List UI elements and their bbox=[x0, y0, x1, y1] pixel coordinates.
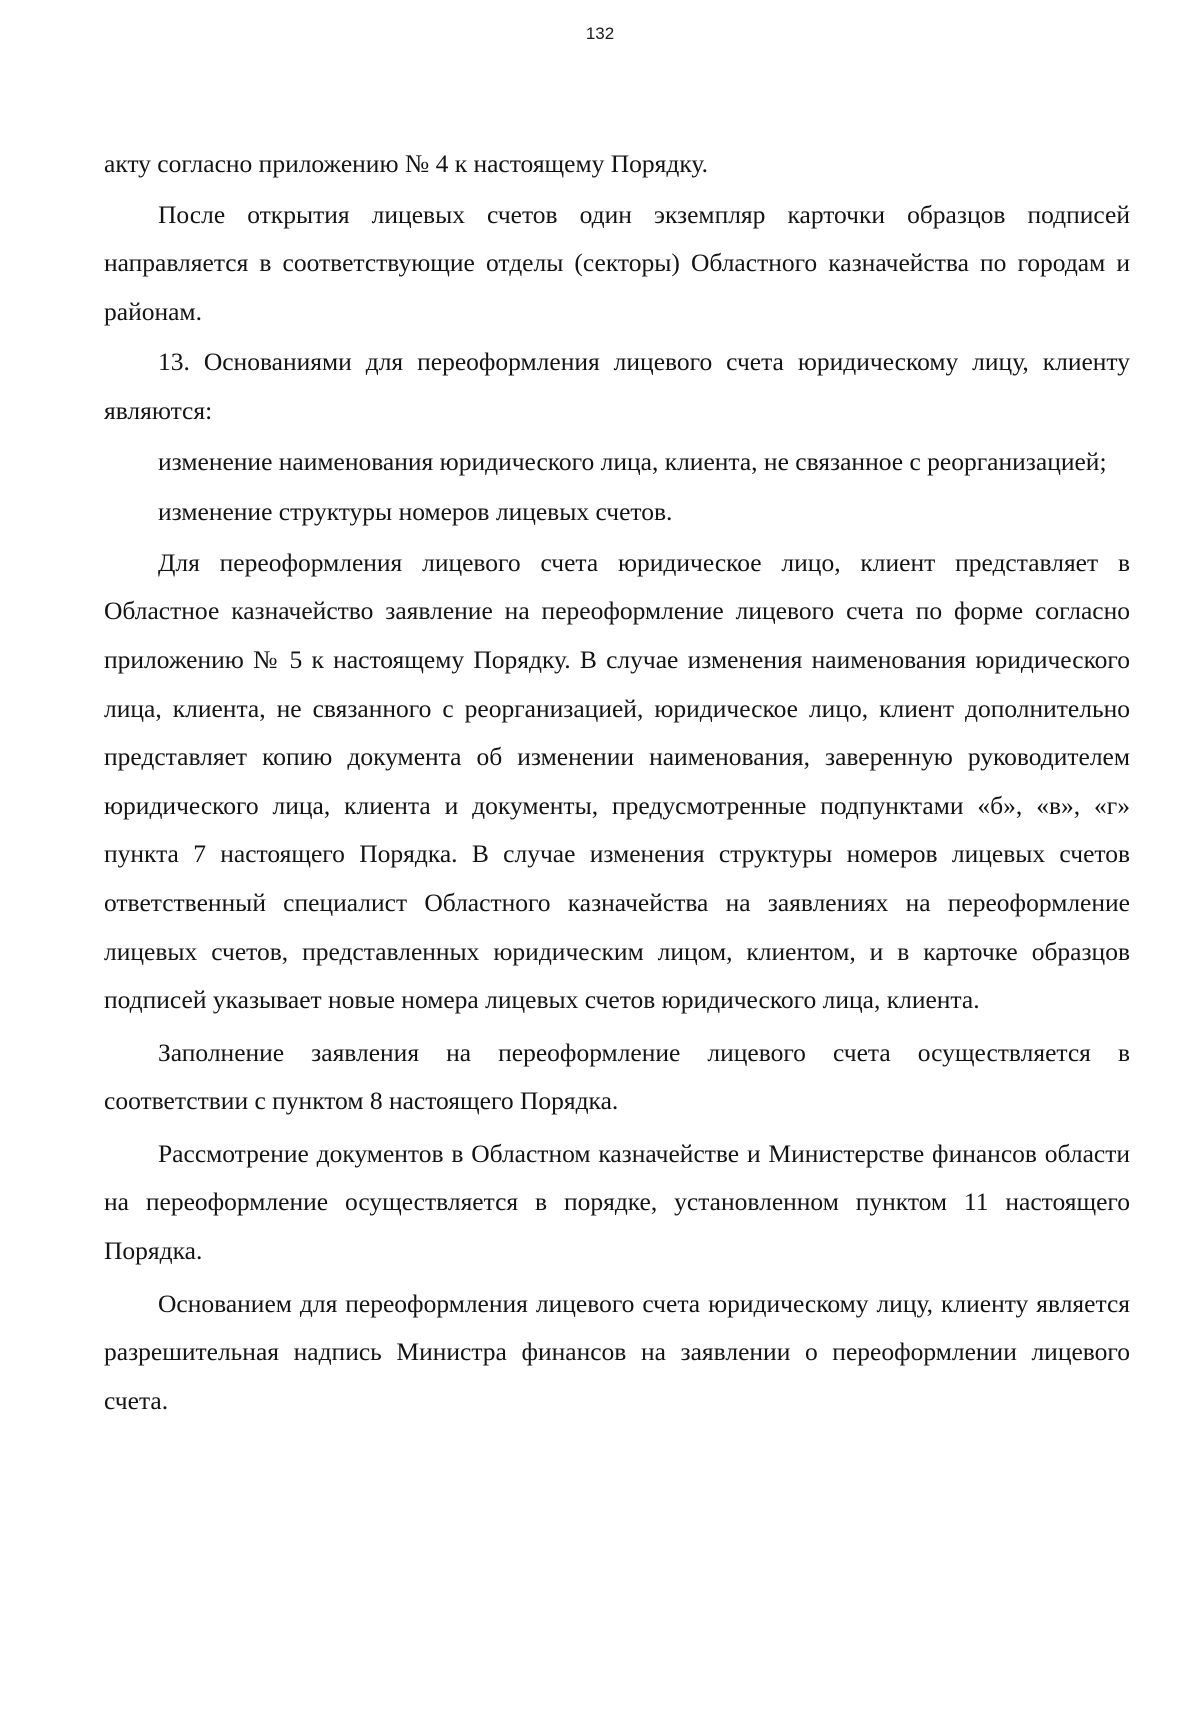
paragraph-item-13: 13. Основаниями для переоформления лицевого счета юридическому лицу, клиенту являются: bbox=[104, 347, 1130, 425]
document-body bbox=[104, 140, 1130, 1425]
list-item-name-change: изменение наименования юридического лица, клиента, не связанное с реорганизацией; bbox=[158, 446, 1107, 476]
paragraph-signature-cards: После открытия лицевых счетов один экземпляр карточки образцов подписей направляется в соответствующие отделы (секторы) Областного казначейства по городам и районам. bbox=[104, 199, 1130, 326]
paragraph-document-review: Рассмотрение документов в Областном казначействе и Министерстве финансов области на переоформление осуществляется в порядке, установленном пунктом 11 настоящего Порядка. bbox=[104, 1138, 1130, 1266]
paragraph-reissue-procedure: Для переоформления лицевого счета юридическое лицо, клиент представляет в Областное казначейство заявление на переоформление лицевого счета по форме согласно приложению № 5 к настоящему Порядку. В случае изменения наименования юридического лица, клиента, не связанного с реорганизацией, юридическое лицо, клиент дополнительно представляет копию документа об изменении наименования, заверенную руководителем юридического лица, клиента и документы, предусмотренные подпунктами «б», «в», «г» пункта 7 настоящего Порядка. В случае изменения структуры номеров лицевых счетов ответственный специалист Областного казначейства на заявлениях на переоформление лицевых счетов, представленных юридическим лицом, клиентом, и в карточке образцов подписей указывает новые номера лицевых счетов юридического лица, клиента. bbox=[104, 547, 1130, 1015]
list-item-structure-change: изменение структуры номеров лицевых счетов. bbox=[158, 497, 673, 527]
paragraph-reissue-basis: Основанием для переоформления лицевого счета юридическому лицу, клиенту является разрешительная надпись Министра финансов на заявлении о переоформлении лицевого счета. bbox=[104, 1288, 1130, 1415]
paragraph-application-filling: Заполнение заявления на переоформление лицевого счета осуществляется в соответствии с пунктом 8 настоящего Порядка. bbox=[104, 1037, 1130, 1116]
paragraph-continuation: акту согласно приложению № 4 к настоящему Порядку. bbox=[104, 149, 708, 178]
page-number: 132 bbox=[585, 24, 615, 43]
